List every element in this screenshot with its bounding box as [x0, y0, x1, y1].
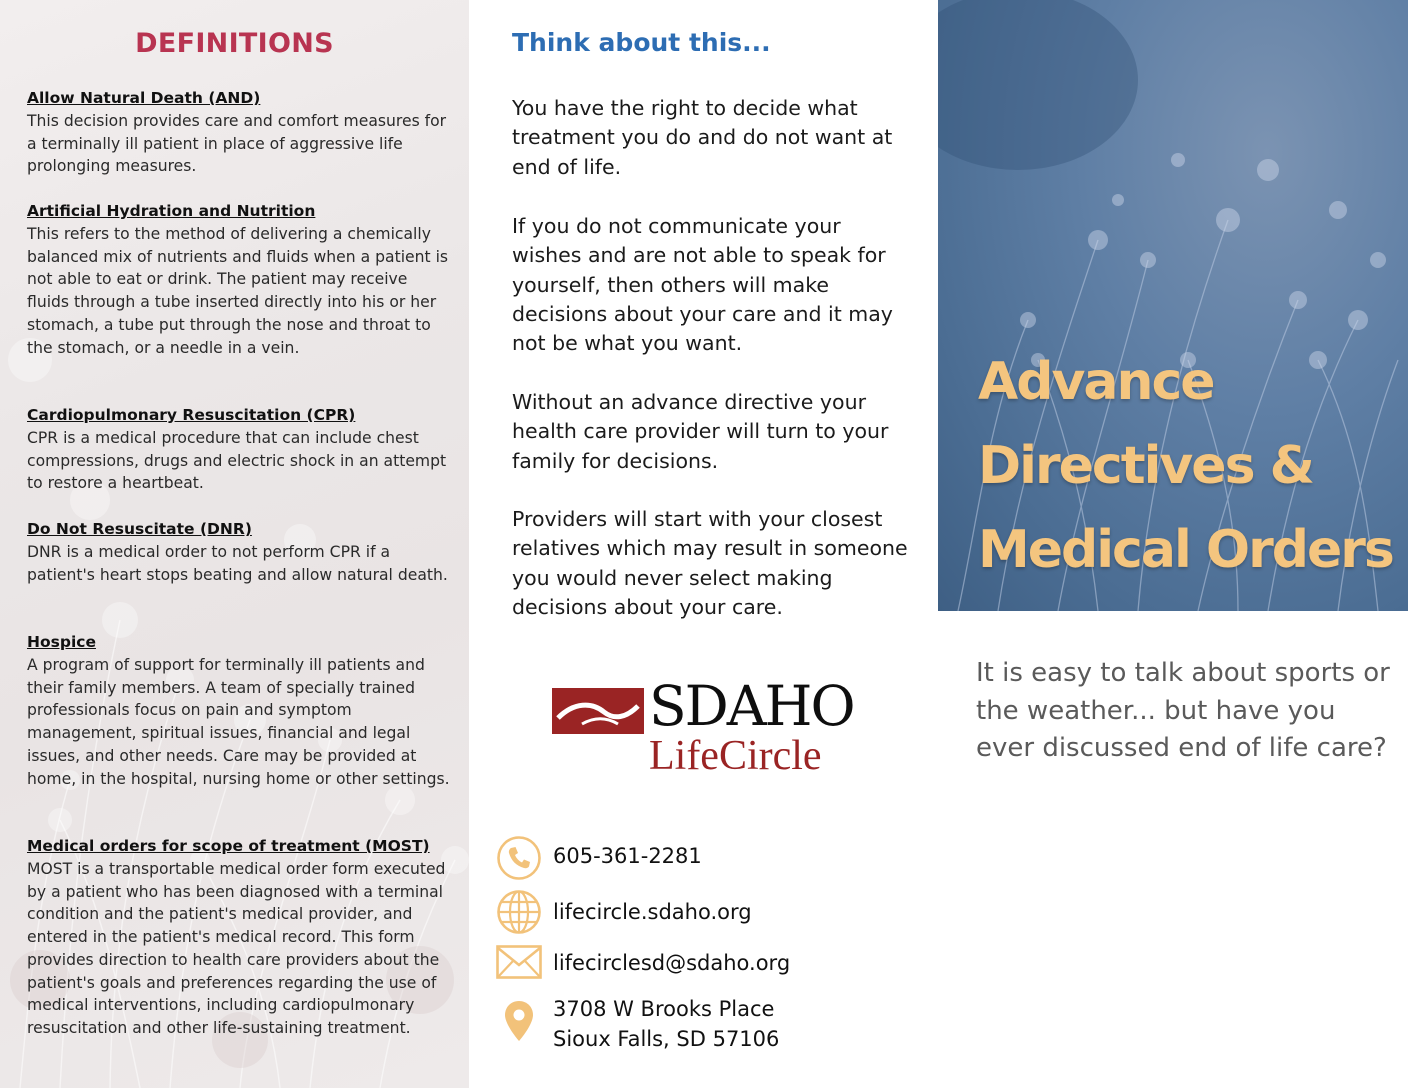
definition-item [27, 404, 452, 495]
email-link[interactable]: lifecirclesd@sdaho.org [553, 951, 791, 975]
cover-subtitle: It is easy to talk about sports or the weather... but have you ever discussed end of life care? [976, 658, 1390, 763]
definition-term: Medical orders for scope of treatment (MOST) [27, 837, 430, 855]
location-pin-icon [504, 1000, 534, 1042]
definition-text: A program of support for terminally ill patients and their family members. A team of specially trained professionals focus on pain and symptom management, spiritual issues, financial and legal issues, and other needs. Care may be provided at home, in the hospital, nursing home or other settings. [27, 656, 450, 788]
definition-term: Hospice [27, 633, 96, 651]
phone-number[interactable]: 605-361-2281 [553, 844, 702, 868]
definition-item [27, 87, 452, 178]
definition-text: DNR is a medical order to not perform CPR if a patient's heart stops beating and allow natural death. [27, 543, 448, 584]
think-heading: Think about this... [512, 28, 771, 57]
definition-term: Artificial Hydration and Nutrition [27, 202, 316, 220]
think-paragraph: If you do not communicate your wishes and are not able to speak for yourself, then others will make decisions about your care and it may not be what you want. [512, 214, 893, 356]
phone-icon [496, 835, 542, 881]
definition-text: CPR is a medical procedure that can include chest compressions, drugs and electric shock in an attempt to restore a heartbeat. [27, 429, 447, 493]
think-paragraph: Providers will start with your closest relatives which may result in someone you would never select making decisions about your care. [512, 507, 908, 619]
definition-text: MOST is a transportable medical order form executed by a patient who has been diagnosed with a terminal condition and the patient's medical provider, and entered in the patient's medical record. This form provides direction to health care providers about the patient's goals and preferences regarding the use of medical interventions, including cardiopulmonary resuscitation and other life-sustaining treatment. [27, 860, 446, 1037]
logo-sdaho-text: SDAHO [649, 674, 854, 738]
cover-title-line: Medical Orders [978, 520, 1393, 580]
sdaho-lifecircle-logo [552, 674, 854, 784]
definition-text: This decision provides care and comfort measures for a terminally ill patient in place of aggressive life prolonging measures. [27, 112, 447, 176]
cover-image [938, 0, 1408, 611]
definition-item [27, 631, 452, 790]
cover-title-line: Advance [978, 352, 1214, 412]
think-paragraph: Without an advance directive your health care provider will turn to your family for decisions. [512, 390, 889, 473]
definition-term: Cardiopulmonary Resuscitation (CPR) [27, 406, 356, 424]
logo-mark-icon [552, 688, 644, 734]
definition-text: This refers to the method of delivering a chemically balanced mix of nutrients and fluids when a patient is not able to eat or drink. The patient may receive fluids through a tube inserted directly into his or her stomach, a tube put through the nose and throat to the stomach, or a needle in a vein. [27, 225, 449, 357]
definitions-heading: DEFINITIONS [135, 28, 334, 59]
definition-item [27, 200, 452, 359]
address-line-1: 3708 W Brooks Place [553, 997, 775, 1021]
globe-icon [496, 889, 542, 935]
definition-item [27, 835, 452, 1040]
cover-title [978, 340, 1408, 592]
cover-title-line: Directives & [978, 436, 1313, 496]
logo-lifecircle-text: LifeCircle [649, 733, 822, 779]
envelope-icon [496, 945, 542, 979]
website-link[interactable]: lifecircle.sdaho.org [553, 900, 752, 924]
definitions-panel [0, 0, 469, 1088]
definition-term: Do Not Resuscitate (DNR) [27, 520, 252, 538]
definition-item [27, 518, 452, 586]
think-paragraph: You have the right to decide what treatment you do and do not want at end of life. [512, 96, 893, 179]
address-line-2: Sioux Falls, SD 57106 [553, 1027, 780, 1051]
definition-term: Allow Natural Death (AND) [27, 89, 261, 107]
